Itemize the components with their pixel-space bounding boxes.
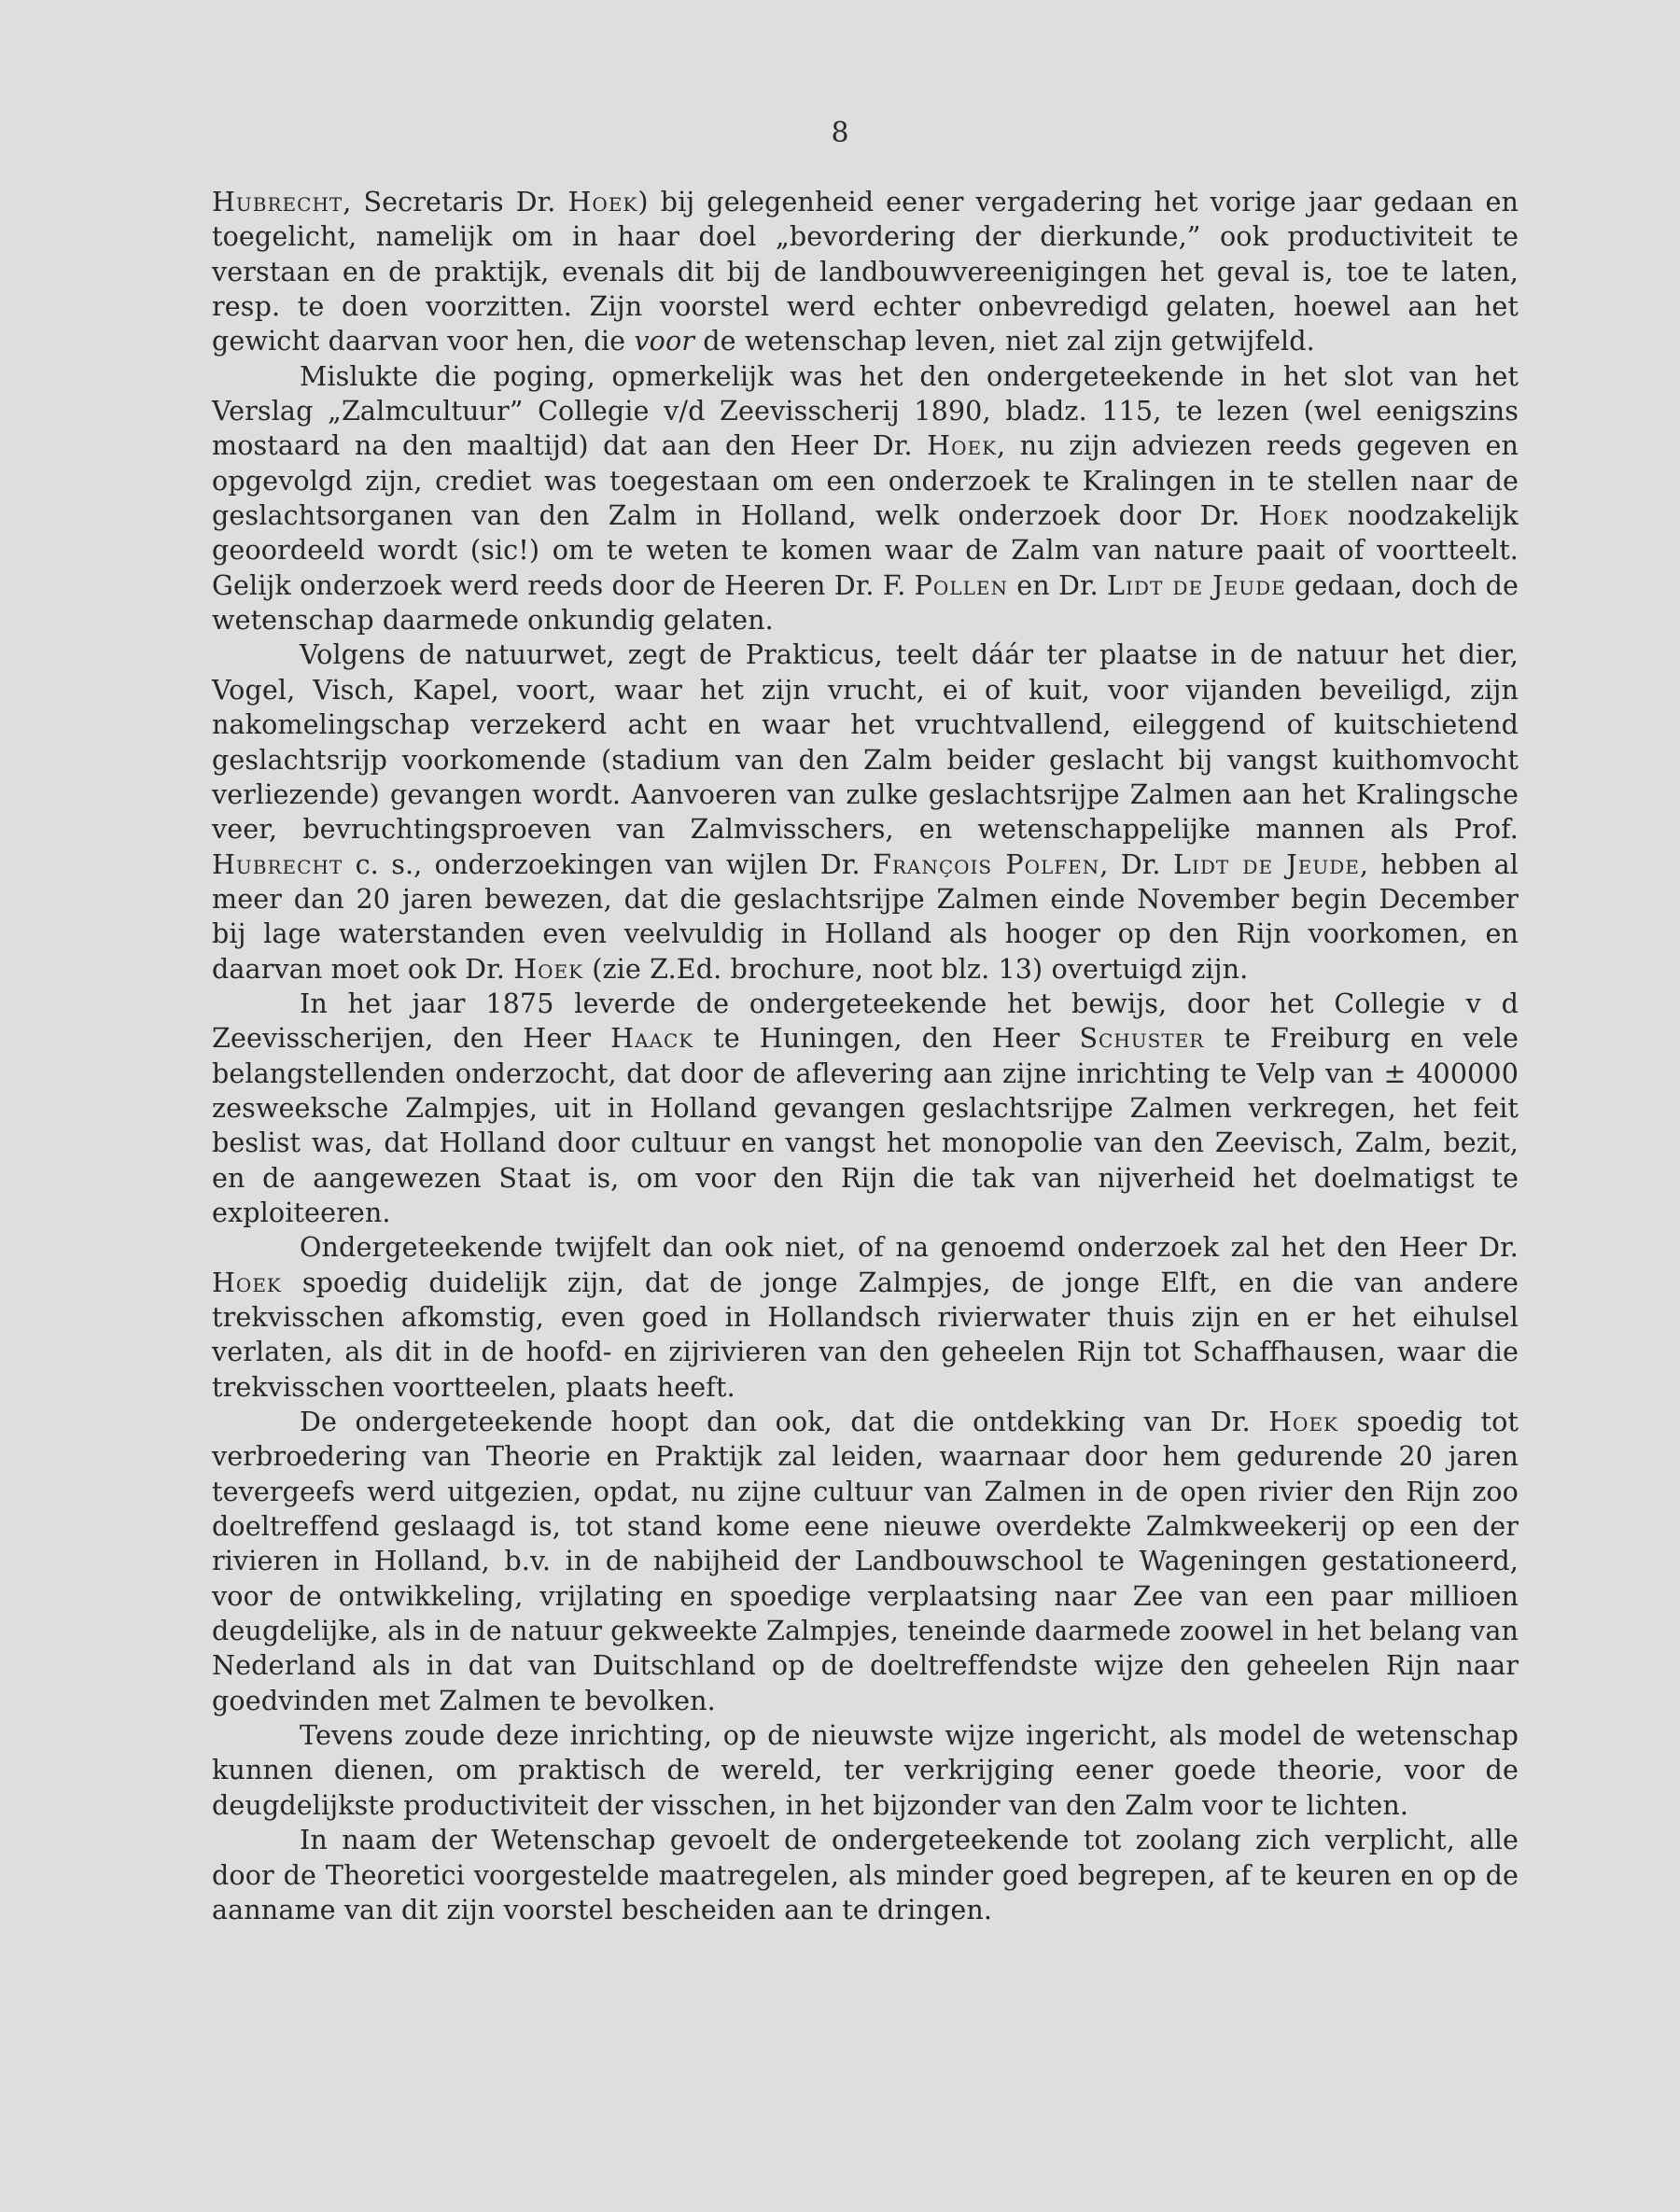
small-caps-name: Schuster bbox=[1079, 1022, 1205, 1055]
paragraph bbox=[212, 359, 1519, 638]
text-run: te Freiburg en vele belangstellenden onderzocht, dat door de aflevering aan zijne inrichting te Velp van ± 400000 zesweeksche Zalmpjes, uit in Holland gevangen geslachtsrijpe Zalmen verkregen, het feit beslist was, dat Holland door cultuur en vangst het monopolie van den Zeevisch, Zalm, bezit, en de aangewezen Staat is, om voor den Rijn die tak van nijverheid het doelmatigst te exploiteeren. bbox=[212, 1022, 1519, 1228]
text-run: Volgens de natuurwet, zegt de Prakticus, teelt dáár ter plaatse in de natuur het dier, Vogel, Visch, Kapel, voort, waar het zijn vrucht, ei of kuit, voor vijanden beveiligd, zijn nakomelingschap verzekerd acht en waar het vruchtvallend, eileggend of kuitschietend geslachtsrijp voorkomende (stadium van den Zalm beider geslacht bij vangst kuithomvocht verliezende) gevangen wordt. Aanvoeren van zulke geslachtsrijpe Zalmen aan het Kralingsche veer, bevruchtingsproeven van Zalmvisschers, en wetenschappelijke mannen als Prof. bbox=[212, 638, 1519, 846]
text-run: , nu zijn adviezen reeds gegeven en opgevolgd zijn, crediet was toegestaan om een onderzoek te Kralingen in te stellen naar de geslachtsorganen van den Zalm in Holland, welk onderzoek door Dr. bbox=[212, 429, 1519, 532]
small-caps-name: Hubrecht bbox=[212, 847, 343, 880]
small-caps-name: François Polfen bbox=[872, 847, 1100, 880]
text-run: , Dr. bbox=[1099, 847, 1173, 880]
small-caps-name: Hoek bbox=[567, 186, 638, 217]
text-run: , Secretaris Dr. bbox=[343, 186, 568, 217]
paragraph bbox=[212, 1823, 1519, 1927]
small-caps-name: Hoek bbox=[513, 952, 584, 985]
text-run: de wetenschap leven, niet zal zijn getwijfeld. bbox=[694, 325, 1315, 357]
text-run: In het jaar 1875 leverde de ondergeteekende het bewijs, door het Collegie v d Zeevisscherijen, den Heer bbox=[212, 987, 1519, 1055]
italic-text: voor bbox=[634, 325, 695, 357]
text-run: spoedig tot verbroedering van Theorie en Praktijk zal leiden, waarnaar door hem gedurende 20 jaren tevergeefs werd uitgezien, opdat, nu zijne cultuur van Zalmen in de open rivier den Rijn zoo doeltreffend geslaagd is, tot stand kome eene nieuwe overdekte Zalmkweekerij op een der rivieren in Holland, b.v. in de nabijheid der Landbouwschool te Wageningen gestationeerd, voor de ontwikkeling, vrijlating en spoedige verplaatsing naar Zee van een paar millioen deugdelijke, als in de natuur gekweekte Zalmpjes, teneinde daarmede zoowel in het belang van Nederland als in dat van Duitschland op de doeltreffendste wijze den geheelen Rijn naar goedvinden met Zalmen te bevolken. bbox=[212, 1406, 1519, 1716]
text-run: De ondergeteekende hoopt dan ook, dat die ontdekking van Dr. bbox=[300, 1406, 1269, 1438]
small-caps-name: Hubrecht bbox=[212, 186, 343, 217]
paragraph bbox=[212, 987, 1519, 1230]
paragraph bbox=[212, 1405, 1519, 1718]
small-caps-name: Hoek bbox=[927, 429, 998, 462]
paragraph bbox=[212, 1718, 1519, 1823]
text-run: Ondergeteekende twijfelt dan ook niet, of na genoemd onderzoek zal het den Heer Dr. bbox=[300, 1231, 1519, 1264]
text-run: ) bij gelegenheid eener vergadering het vorige jaar gedaan en toegelicht, namelijk om in haar doel „bevordering der dierkunde,” ook productiviteit te verstaan en de praktijk, evenals dit bij de landbouwvereenigingen het geval is, toe te laten, resp. te doen voorzitten. Zijn voorstel werd echter onbevredigd gelaten, hoewel aan het gewicht daarvan voor hen, die bbox=[212, 186, 1519, 357]
text-run: gedaan, doch de wetenschap daarmede onkundig gelaten. bbox=[212, 568, 1519, 637]
small-caps-name: Lidt de Jeude bbox=[1107, 568, 1286, 601]
page-number: 8 bbox=[831, 117, 849, 149]
paragraph bbox=[212, 185, 1519, 359]
small-caps-name: Lidt de Jeude bbox=[1172, 847, 1360, 880]
text-run: noodzakelijk geoordeeld wordt (sic!) om te weten te komen waar de Zalm van nature paait of voortteelt. Gelijk onderzoek werd reeds door de Heeren Dr. F. bbox=[212, 499, 1519, 601]
small-caps-name: Hoek bbox=[1268, 1406, 1338, 1438]
text-run: (zie Z.Ed. brochure, noot blz. 13) overtuigd zijn. bbox=[583, 952, 1249, 985]
text-run: , hebben al meer dan 20 jaren bewezen, dat die geslachtsrijpe Zalmen einde November begin December bij lage waterstanden even veelvuldig in Holland als hooger op den Rijn voorkomen, en daarvan moet ook Dr. bbox=[212, 847, 1519, 985]
text-run: Tevens zoude deze inrichting, op de nieuwste wijze ingericht, als model de wetenschap kunnen dienen, om praktisch de wereld, ter verkrijging eener goede theorie, voor de deugdelijkste productiviteit der visschen, in het bijzonder van den Zalm voor te lichten. bbox=[212, 1719, 1519, 1821]
small-caps-name: Hoek bbox=[1258, 499, 1329, 532]
paragraph bbox=[212, 637, 1519, 986]
body-text bbox=[212, 185, 1519, 1927]
small-caps-name: Hoek bbox=[212, 1266, 282, 1298]
small-caps-name: Haack bbox=[610, 1022, 694, 1055]
text-run: In naam der Wetenschap gevoelt de ondergeteekende tot zoolang zich verplicht, alle door de Theoretici voorgestelde maatregelen, als minder goed begrepen, af te keuren en op de aanname van dit zijn voorstel bescheiden aan te dringen. bbox=[212, 1824, 1519, 1925]
small-caps-name: Pollen bbox=[914, 568, 1008, 601]
text-run: te Huningen, den Heer bbox=[693, 1022, 1080, 1055]
paragraph bbox=[212, 1230, 1519, 1405]
text-run: en Dr. bbox=[1007, 568, 1108, 601]
text-run: c. s., onderzoekingen van wijlen Dr. bbox=[343, 847, 873, 880]
text-run: Mislukte die poging, opmerkelijk was het den ondergeteekende in het slot van het Verslag „Zalmcultuur” Collegie v/d Zeevisscherij 1890, bladz. 115, te lezen (wel eenigszins mostaard na den maaltijd) dat aan den Heer Dr. bbox=[212, 359, 1519, 462]
text-run: spoedig duidelijk zijn, dat de jonge Zalmpjes, de jonge Elft, en die van andere trekvisschen afkomstig, even goed in Hollandsch rivierwater thuis zijn en er het eihulsel verlaten, als dit in de hoofd- en zijrivieren van den geheelen Rijn tot Schaffhausen, waar die trekvisschen voortteelen, plaats heeft. bbox=[212, 1266, 1519, 1403]
